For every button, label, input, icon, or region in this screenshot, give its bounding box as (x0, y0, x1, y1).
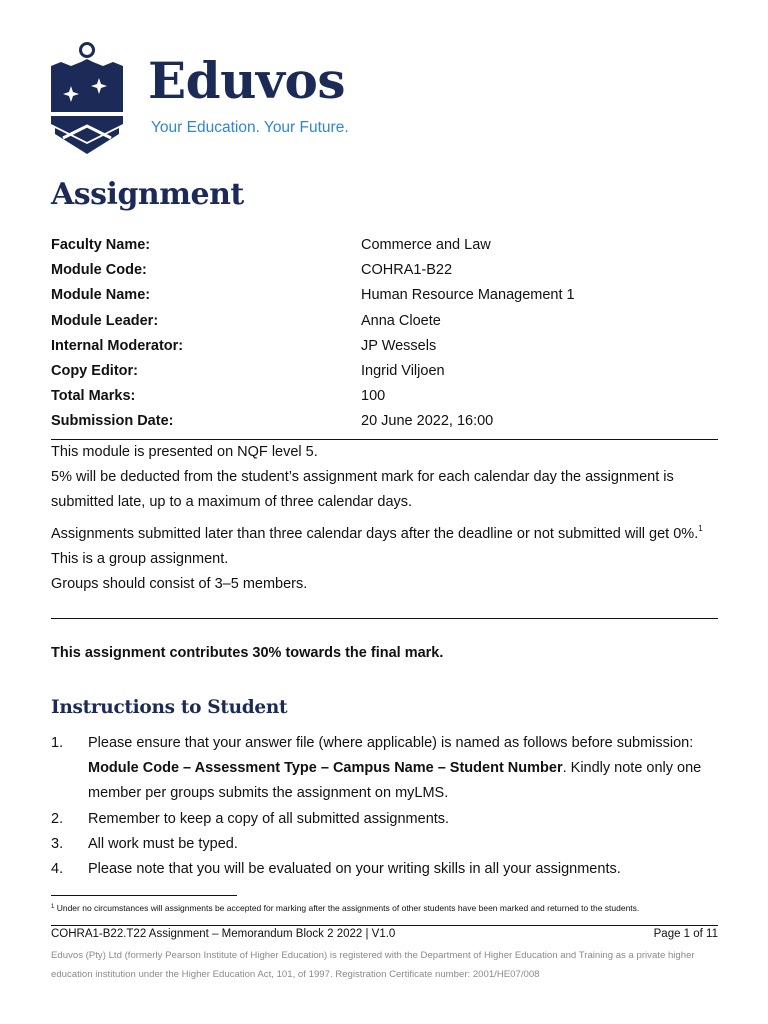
info-value: COHRA1-B22 (361, 262, 453, 279)
note-group: This is a group assignment. (51, 550, 229, 567)
instruction-text: Remember to keep a copy of all submitted assignments. (88, 810, 450, 827)
list-number: 1. (51, 735, 64, 751)
instruction-text: Please note that you will be evaluated on your writing skills in all your assignments. (88, 861, 621, 878)
list-number: 3. (51, 835, 64, 852)
footer-document-id: COHRA1-B22.T22 Assignment – Memorandum Block 2 2022 | V1.0 (51, 928, 396, 940)
brand-name: Eduvos (148, 51, 345, 110)
list-item (51, 857, 718, 882)
instructions-heading: Instructions to Student (51, 697, 288, 718)
info-row-faculty (51, 235, 718, 260)
note-late-zero-text: Assignments submitted later than three calendar days after the deadline or not submitted will get 0%. (51, 525, 699, 542)
info-value: 100 (361, 388, 386, 405)
list-item (51, 731, 718, 807)
info-value: JP Wessels (361, 337, 437, 354)
info-label: Module Code: (51, 262, 147, 279)
list-number: 2. (51, 810, 64, 827)
info-value: Commerce and Law (361, 237, 491, 253)
contribution-statement: This assignment contributes 30% towards the final mark. (51, 645, 444, 661)
info-value: Human Resource Management 1 (361, 287, 575, 304)
info-label: Module Leader: (51, 312, 159, 329)
footnote-number: 1 (51, 904, 55, 910)
instruction-text: All work must be typed. (88, 835, 238, 852)
legal-notice: Eduvos (Pty) Ltd (formerly Pearson Institute of Higher Education) is registered with the Department of Higher Education and Training as a private higher education institution under the Higher Education Act, 101, of 1997. Registration Certificate number: 2001/HE07/008 (51, 950, 695, 980)
shield-crest-icon (49, 40, 125, 160)
footnote-text: Under no circumstances will assignments be accepted for marking after the assignments of other students have been marked and returned to the students. (54, 903, 640, 913)
instruction-naming-format: Module Code – Assessment Type – Campus Name – Student Number (88, 760, 563, 777)
info-row-total-marks (51, 386, 718, 411)
info-label: Module Name: (51, 287, 151, 304)
info-value: Ingrid Viljoen (361, 362, 445, 379)
divider (51, 618, 718, 619)
info-row-internal-moderator (51, 336, 718, 361)
info-value: 20 June 2022, 16:00 (361, 413, 494, 430)
info-row-module-name (51, 285, 718, 310)
instruction-text: Please ensure that your answer file (where applicable) is named as follows before submission: (88, 735, 694, 751)
list-item (51, 832, 718, 857)
brand-tagline: Your Education. Your Future. (151, 119, 349, 136)
note-nqf: This module is presented on NQF level 5. (51, 444, 318, 460)
note-late-zero (51, 516, 718, 547)
note-group-size: Groups should consist of 3–5 members. (51, 576, 308, 593)
instruction-text: . Kindly note only one member per groups submits the assignment on myLMS. (88, 760, 702, 802)
note-late-deduction: 5% will be deducted from the student’s assignment mark for each calendar day the assignment is submitted late, up to a maximum of three calendar days. (51, 469, 674, 511)
info-label: Faculty Name: (51, 237, 151, 253)
footnote (51, 902, 718, 914)
footnote-divider (51, 895, 237, 896)
module-info-table (51, 235, 718, 437)
info-label: Submission Date: (51, 413, 174, 430)
list-item (51, 807, 718, 832)
info-row-module-code (51, 260, 718, 285)
info-label: Internal Moderator: (51, 337, 184, 354)
info-label: Total Marks: (51, 388, 136, 405)
footnote-ref: 1 (698, 523, 703, 533)
assignment-notes (51, 440, 718, 597)
info-label: Copy Editor: (51, 362, 138, 379)
footer-divider (51, 925, 718, 926)
info-row-submission-date (51, 411, 718, 436)
list-number: 4. (51, 861, 64, 878)
document-title: Assignment (51, 177, 244, 212)
info-value: Anna Cloete (361, 312, 441, 329)
info-row-copy-editor (51, 361, 718, 386)
info-row-module-leader (51, 311, 718, 336)
page-number: Page 1 of 11 (653, 928, 718, 940)
instructions-list (51, 731, 718, 882)
